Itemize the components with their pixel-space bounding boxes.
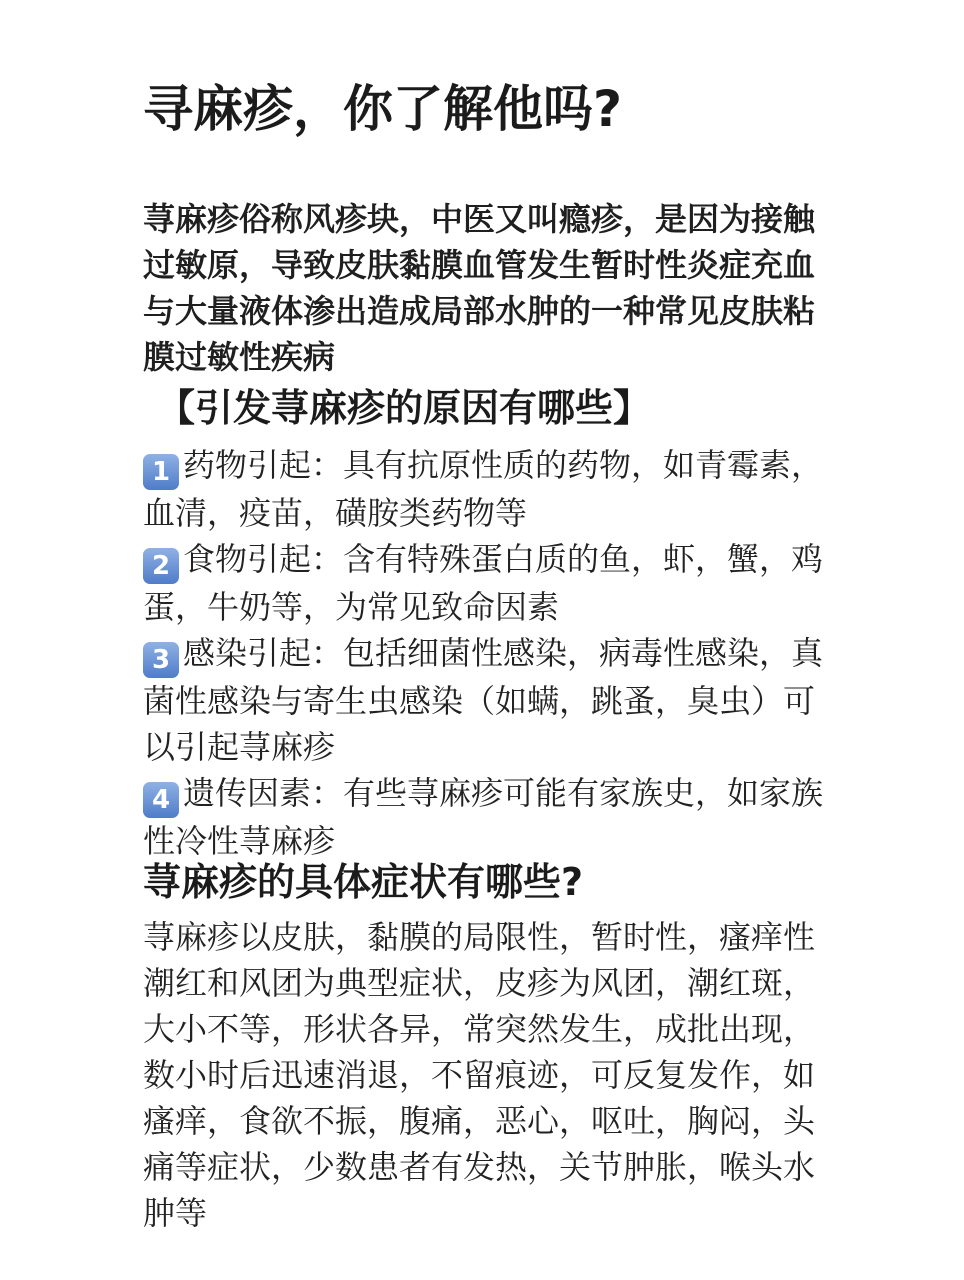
symptoms-line: 大小不等，形状各异，常突然发生，成批出现， <box>143 1010 816 1048</box>
causes-heading: 【引发荨麻疹的原因有哪些】 <box>157 386 652 430</box>
cause-text: 菌性感染与寄生虫感染（如螨，跳蚤，臭虫）可 <box>143 682 816 720</box>
intro-paragraph <box>143 196 843 380</box>
symptoms-line: 肿等 <box>143 1194 208 1232</box>
cause-text: 蛋，牛奶等，为常见致命因素 <box>143 588 560 626</box>
cause-item <box>143 770 853 864</box>
cause-item <box>143 442 853 536</box>
number-4-icon: 4 <box>143 782 179 818</box>
number-1-icon: 1 <box>143 454 179 490</box>
number-3-icon: 3 <box>143 642 179 678</box>
cause-text: 药物引起：具有抗原性质的药物，如青霉素， <box>183 446 824 484</box>
cause-item <box>143 630 853 770</box>
cause-text: 遗传因素：有些荨麻疹可能有家族史，如家族 <box>183 774 824 812</box>
number-2-icon: 2 <box>143 548 179 584</box>
symptoms-line: 荨麻疹以皮肤，黏膜的局限性，暂时性，瘙痒性 <box>143 918 816 956</box>
intro-line: 荨麻疹俗称风疹块，中医又叫瘾疹，是因为接触 <box>143 200 816 238</box>
symptoms-line: 潮红和风团为典型症状，皮疹为风团，潮红斑， <box>143 964 816 1002</box>
page-title: 寻麻疹，你了解他吗? <box>143 80 623 138</box>
intro-line: 膜过敏性疾病 <box>143 338 336 376</box>
symptoms-heading: 荨麻疹的具体症状有哪些? <box>143 860 584 904</box>
intro-line: 过敏原，导致皮肤黏膜血管发生暂时性炎症充血 <box>143 246 816 284</box>
symptoms-line: 瘙痒，食欲不振，腹痛，恶心，呕吐，胸闷，头 <box>143 1102 816 1140</box>
causes-list <box>143 442 853 864</box>
cause-text: 感染引起：包括细菌性感染，病毒性感染，真 <box>183 634 824 672</box>
cause-item <box>143 536 853 630</box>
cause-text: 以引起荨麻疹 <box>143 728 336 766</box>
cause-text: 性冷性荨麻疹 <box>143 822 336 860</box>
symptoms-line: 痛等症状，少数患者有发热，关节肿胀，喉头水 <box>143 1148 816 1186</box>
cause-text: 食物引起：含有特殊蛋白质的鱼，虾，蟹，鸡 <box>183 540 824 578</box>
symptoms-line: 数小时后迅速消退，不留痕迹，可反复发作，如 <box>143 1056 816 1094</box>
cause-text: 血清，疫苗，磺胺类药物等 <box>143 494 528 532</box>
symptoms-paragraph <box>143 914 853 1236</box>
intro-line: 与大量液体渗出造成局部水肿的一种常见皮肤粘 <box>143 292 816 330</box>
